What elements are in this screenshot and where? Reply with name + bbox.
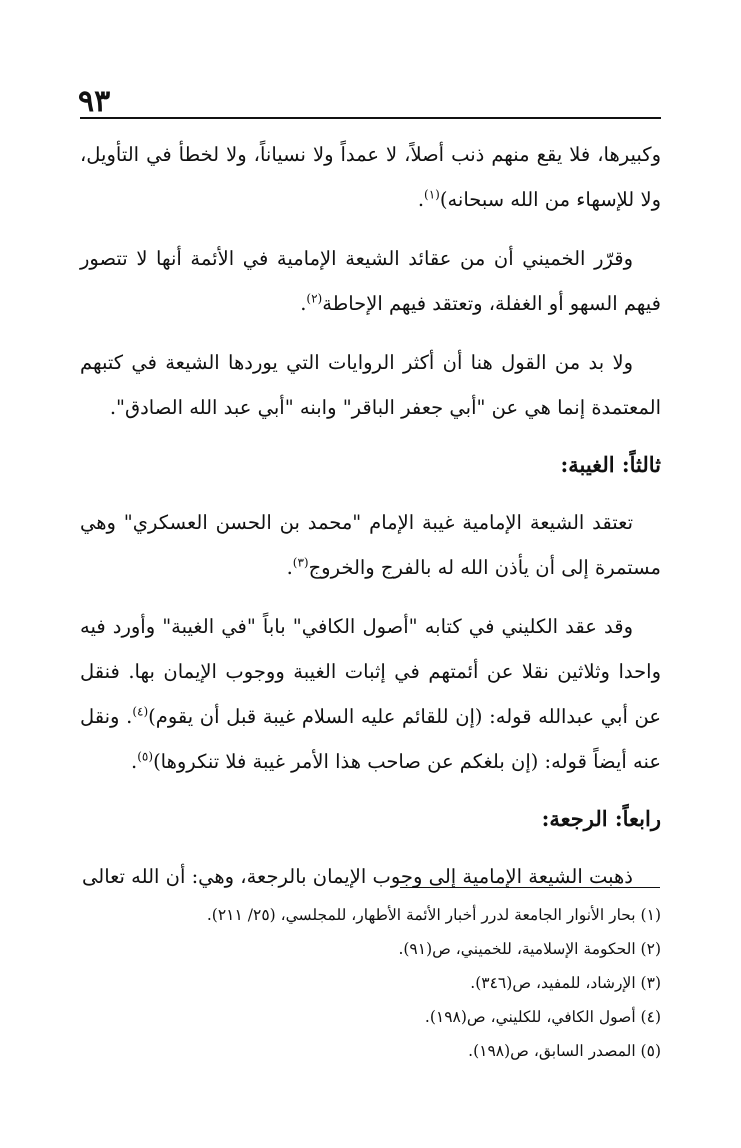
paragraph-3: ولا بد من القول هنا أن أكثر الروايات التي يوردها الشيعة في كتبهم المعتمدة إنما هي عن "أبي جعفر الباقر" وابنه "أبي عبد الله الصادق". (80, 351, 661, 419)
footnote-ref-4[interactable]: (٤) (132, 704, 149, 719)
footnote-rule (400, 887, 660, 888)
paragraph-5: وقد عقد الكليني في كتابه "أصول الكافي" باباً "في الغيبة" وأورد فيه واحدا وثلاثين نقلا عن أئمتهم في إثبات الغيبة ووجوب الإيمان بها. فنقل عن أبي عبدالله قوله: (إن للقائم عليه السلام غيبة قبل أن يقوم)$^{(٤)}$. ونقل عنه أيضاً قوله: (إن بلغكم عن صاحب هذا الأمر غيبة فلا تنكروها)$^{(٥)}$. (80, 615, 662, 773)
footnote-ref-1[interactable]: (١) (424, 187, 440, 202)
footnotes (80, 898, 661, 1068)
heading-return: رابعاً: الرجعة: (541, 806, 661, 831)
footnote-3: (٣) الإرشاد، للمفيد، ص(٣٤٦). (470, 974, 661, 992)
footnote-2: (٢) الحكومة الإسلامية، للخميني، ص(٩١). (398, 940, 661, 958)
paragraph-1: وكبيرها، فلا يقع منهم ذنب أصلاً، لا عمداً ولا نسياناً، ولا لخطأ في التأويل، ولا للإسهاء من الله سبحانه)$^{(١)}$. (80, 143, 661, 211)
footnote-ref-5[interactable]: (٥) (137, 749, 154, 764)
body-text (80, 132, 661, 913)
footnote-ref-3[interactable]: (٣) (292, 555, 309, 570)
header-rule (80, 117, 661, 119)
paragraph-4: تعتقد الشيعة الإمامية غيبة الإمام "محمد بن الحسن العسكري" وهي مستمرة إلى أن يأذن الله له بالفرج والخروج$^{(٣)}$. (80, 511, 661, 579)
paragraph-6: ذهبت الشيعة الإمامية إلى وجوب الإيمان بالرجعة، وهي: أن الله تعالى (82, 865, 633, 888)
footnote-5: (٥) المصدر السابق، ص(١٩٨). (468, 1042, 661, 1060)
footnote-1: (١) بحار الأنوار الجامعة لدرر أخبار الأئمة الأطهار، للمجلسي، (٢٥/ ٢١١). (206, 906, 661, 924)
footnote-4: (٤) أصول الكافي، للكليني، ص(١٩٨). (424, 1008, 661, 1026)
paragraph-2: وقرّر الخميني أن من عقائد الشيعة الإمامية في الأئمة أنها لا تتصور فيهم السهو أو الغفلة، وتعتقد فيهم الإحاطة$^{(٢)}$. (80, 247, 661, 315)
heading-occultation: ثالثاً: الغيبة: (560, 452, 661, 477)
footnote-ref-2[interactable]: (٢) (306, 291, 323, 306)
page-number: ٩٣ (78, 84, 111, 119)
